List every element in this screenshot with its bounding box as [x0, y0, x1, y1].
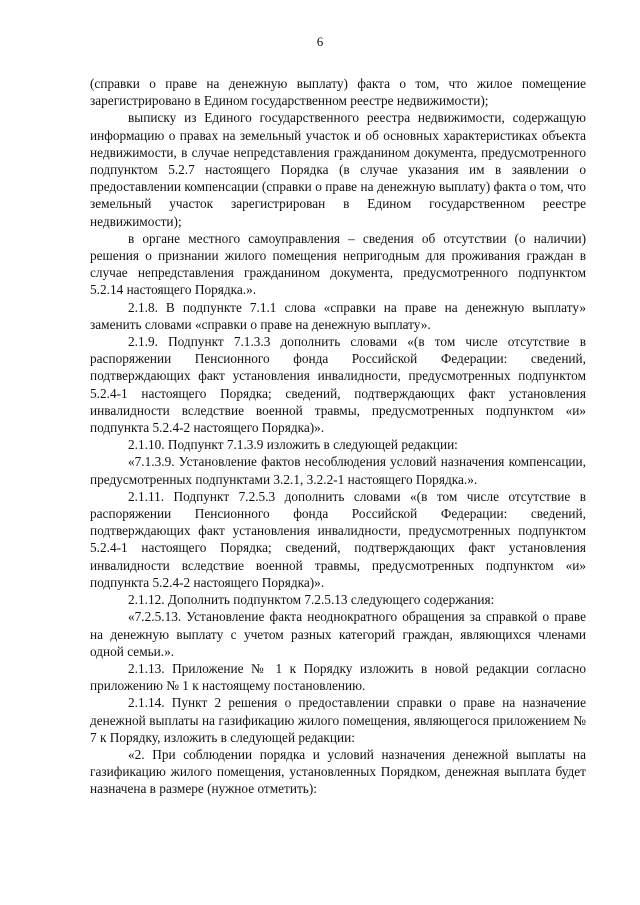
paragraph: 2.1.14. Пункт 2 решения о предоставлении справки о праве на назначение денежной выплаты на газификацию жилого помещения, являющегося приложением № 7 к Порядку, изложить в следующей редакции:	[90, 695, 586, 745]
paragraph: 2.1.10. Подпункт 7.1.3.9 изложить в следующей редакции:	[128, 437, 458, 453]
document-body	[90, 75, 586, 798]
paragraph: «7.1.3.9. Установление фактов несоблюдения условий назначения компенсации, предусмотренных подпунктами 3.2.1, 3.2.2-1 настоящего Порядка.».	[90, 454, 586, 487]
paragraph: 2.1.8. В подпункте 7.1.1 слова «справки на праве на денежную выплату» заменить словами «справки о праве на денежную выплату».	[90, 299, 586, 332]
paragraph: 2.1.9. Подпункт 7.1.3.3 дополнить словами «(в том числе отсутствие в распоряжении Пенсионного фонда Российской Федерации: сведений, подтверждающих факт установления инвалидности, предусмотренных подпунктом 5.2.4-1 настоящего Порядка; сведений, подтверждающих факт установления инвалидности вследствие военной травмы, предусмотренных подпунктом «и» подпункта 5.2.4-2 настоящего Порядка)».	[90, 334, 586, 436]
paragraph: 2.1.12. Дополнить подпунктом 7.2.5.13 следующего содержания:	[128, 592, 495, 608]
paragraph: (справки о праве на денежную выплату) факта о том, что жилое помещение зарегистрировано в Едином государственном реестре недвижимости);	[90, 76, 586, 109]
page-number: 6	[316, 34, 324, 49]
paragraph: 2.1.11. Подпункт 7.2.5.3 дополнить словами «(в том числе отсутствие в распоряжении Пенсионного фонда Российской Федерации: сведений, подтверждающих факт установления инвалидности, предусмотренных подпунктом 5.2.4-1 настоящего Порядка; сведений, подтверждающих факт установления инвалидности вследствие военной травмы, предусмотренных подпунктом «и» подпункта 5.2.4-2 настоящего Порядка)».	[90, 488, 586, 590]
paragraph: 2.1.13. Приложение № 1 к Порядку изложить в новой редакции согласно приложению № 1 к настоящему постановлению.	[90, 660, 586, 694]
paragraph: «2. При соблюдении порядка и условий назначения денежной выплаты на газификацию жилого помещения, установленных Порядком, денежная выплата будет назначена в размере (нужное отметить):	[90, 746, 586, 797]
paragraph: в органе местного самоуправления – сведения об отсутствии (о наличии) решения о признании жилого помещения непригодным для проживания граждан в случае непредставления гражданином документа, предусмотренного подпунктом 5.2.14 настоящего Порядка.».	[90, 230, 586, 298]
paragraph: «7.2.5.13. Установление факта неоднократного обращения за справкой о праве на денежную выплату с учетом разных категорий граждан, являющихся членами одной семьи.».	[90, 609, 586, 659]
paragraph: выписку из Единого государственного реестра недвижимости, содержащую информацию о правах на земельный участок и об основных характеристиках объекта недвижимости, в случае непредставления гражданином документа, предусмотренного подпунктом 5.2.7 настоящего Порядка (в случае указания им в заявлении о предоставлении компенсации (справки о праве на денежную выплату) факта о том, что земельный участок зарегистрирован в Едином государственном реестре недвижимости);	[90, 110, 586, 229]
